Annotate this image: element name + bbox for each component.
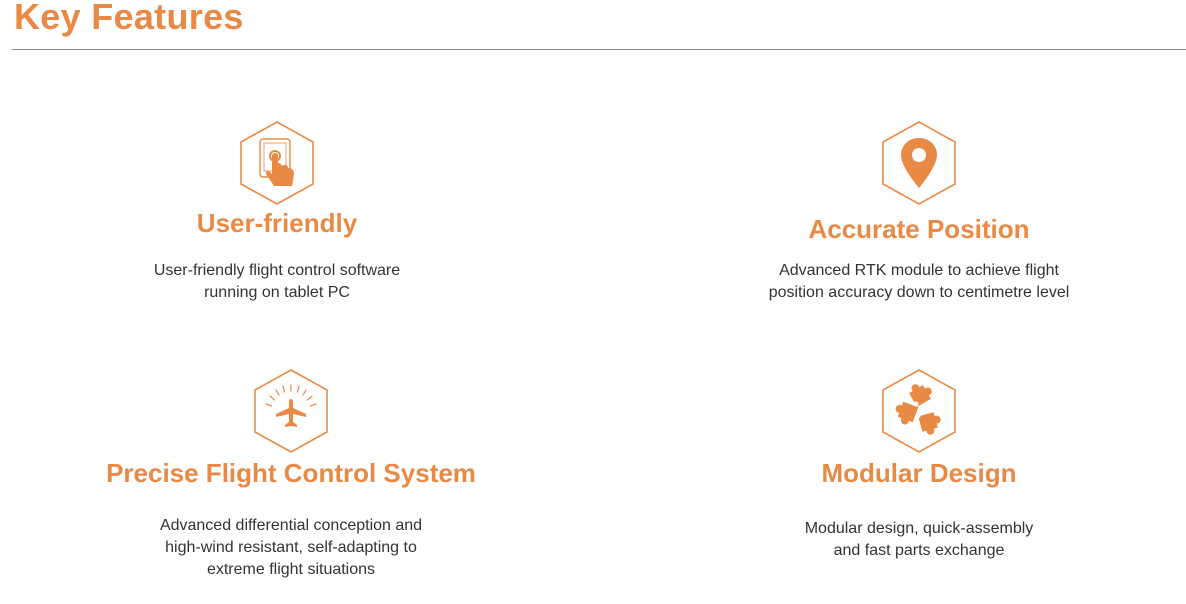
feature-modular-design (704, 368, 1134, 588)
feature-description: Modular design, quick-assembly and fast parts exchange (804, 520, 1034, 559)
feature-heading: Precise Flight Control System (106, 458, 476, 488)
feature-description: Advanced differential conception and high-wind resistant, self-adapting to extreme flight situations (159, 517, 423, 578)
airplane-gauge-icon (252, 368, 330, 454)
page-title: Key Features (14, 0, 244, 37)
feature-heading: Modular Design (821, 458, 1017, 488)
feature-description: User-friendly flight control software running on tablet PC (153, 262, 401, 301)
feature-heading: Accurate Position (808, 214, 1030, 244)
title-divider (12, 49, 1186, 50)
feature-precise-flight-control (56, 368, 526, 588)
feature-description: Advanced RTK module to achieve flight position accuracy down to centimetre level (768, 262, 1070, 301)
feature-accurate-position (704, 120, 1134, 310)
location-pin-icon (880, 120, 958, 206)
touch-tablet-icon (238, 120, 316, 206)
feature-heading: User-friendly (196, 208, 358, 238)
feature-user-friendly (62, 120, 492, 310)
puzzle-pieces-icon (880, 368, 958, 454)
